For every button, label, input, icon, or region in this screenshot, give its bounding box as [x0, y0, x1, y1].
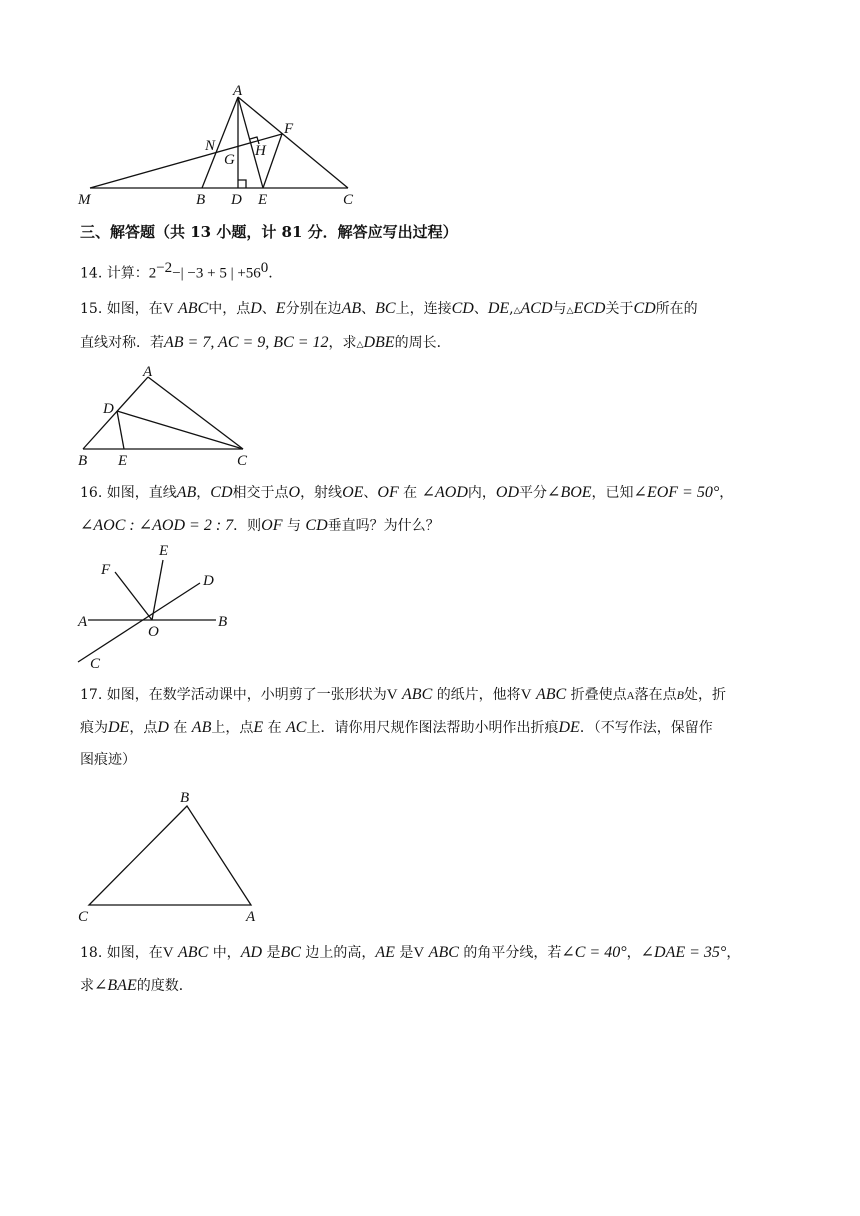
question-17-line3: 图痕迹）: [80, 752, 136, 768]
q15-text: 直线对称．若: [80, 335, 164, 351]
figure-q15-svg: [70, 360, 270, 470]
q15-cd: CD: [451, 300, 474, 317]
line-dc: [117, 411, 243, 449]
q17-text: 落在点: [634, 687, 677, 703]
figure-q15: [70, 360, 270, 470]
q18-text: 是: [266, 945, 281, 961]
q17-ab: AB: [191, 719, 212, 736]
q16-o: O: [288, 484, 301, 501]
q14-end: .: [268, 265, 273, 282]
q16-cd2: CD: [305, 517, 328, 534]
question-16-line1: [80, 483, 733, 503]
q15-cd2: CD: [633, 300, 656, 317]
figure-top-svg: [70, 80, 390, 210]
label-e: E: [159, 543, 169, 559]
q15-comma: ,: [509, 301, 514, 317]
line-cd: [78, 583, 200, 662]
q15-dbe: DBE: [363, 334, 395, 351]
label-g: G: [224, 152, 235, 168]
q17-number: 17.: [80, 687, 103, 703]
q16-text: ．则: [233, 518, 262, 534]
q16-text: 平分: [519, 485, 548, 501]
label-d: D: [231, 192, 242, 208]
q15-text: 所在的: [655, 301, 698, 317]
q15-sep: 、: [361, 301, 376, 317]
q18-abc: ABC: [178, 944, 209, 961]
label-a: A: [233, 83, 243, 99]
label-e: E: [118, 453, 128, 469]
q15-number: 15.: [80, 301, 103, 317]
q16-text: 内，: [467, 485, 496, 501]
ray-of: [115, 572, 152, 620]
q15-given: AB = 7, AC = 9, BC = 12: [164, 334, 329, 351]
q17-d: D: [157, 719, 169, 736]
right-angle-d: [238, 180, 246, 188]
q17-text: 在: [267, 720, 282, 736]
label-c: C: [343, 192, 354, 208]
q17-text: 上．请你用尺规作图法帮助小明作出折痕: [306, 720, 559, 736]
line-de: [117, 411, 124, 449]
q15-acd: ACD: [520, 300, 553, 317]
q16-text: 垂直吗？为什么？: [327, 518, 440, 534]
question-14: [80, 258, 273, 284]
q15-abc: ABC: [178, 300, 209, 317]
q15-e: E: [275, 300, 286, 317]
section-title: 三、解答题（共 13 小题，计 81 分．解答应写出过程）: [80, 223, 458, 241]
line-fe: [263, 134, 282, 188]
q14-exp0: 0: [260, 260, 269, 276]
label-a: A: [246, 909, 256, 925]
q15-tri2: △: [513, 306, 521, 316]
q18-text: 的度数．: [136, 978, 193, 994]
label-m: M: [78, 192, 91, 208]
q18-text: ，: [626, 945, 641, 961]
q15-text: 上，连接: [395, 301, 452, 317]
q15-tri-symbol: V: [162, 301, 174, 317]
q15-text: 中，点: [208, 301, 251, 317]
line-ac: [148, 377, 243, 449]
label-d: D: [103, 401, 114, 417]
q16-boe: ∠BOE: [547, 484, 592, 501]
q18-text: 的角平分线，若: [463, 945, 562, 961]
q16-text: 与: [286, 518, 301, 534]
q18-tri-symbol: V: [162, 945, 174, 961]
q18-text: 是: [399, 945, 414, 961]
q15-text: 的周长．: [394, 335, 451, 351]
q18-bc: BC: [280, 944, 301, 961]
q14-base: 2: [148, 265, 157, 282]
q17-text: 上，点: [211, 720, 254, 736]
q17-text: 的纸片，他将: [436, 687, 521, 703]
q17-de: DE: [108, 719, 130, 736]
q17-ac: AC: [286, 719, 307, 736]
q16-of: OF: [377, 484, 399, 501]
label-c: C: [90, 656, 101, 672]
figure-q16: [70, 540, 250, 670]
triangle-abc: [89, 806, 251, 905]
q14-rest: −| −3 + 5 | +56: [172, 265, 261, 282]
q15-text: 如图，在: [106, 301, 163, 317]
question-17-line2: [80, 718, 713, 738]
line-mf: [90, 134, 282, 188]
q17-a: A: [626, 690, 635, 702]
label-f: F: [101, 562, 111, 578]
q15-de: DE: [487, 300, 510, 317]
label-o: O: [148, 624, 159, 640]
q18-ad: AD: [240, 944, 263, 961]
q14-text: 计算：: [106, 265, 149, 282]
q15-sep: 、: [473, 301, 488, 317]
question-18-line1: [80, 943, 740, 963]
q15-text: ，求: [328, 335, 357, 351]
q17-e: E: [253, 719, 264, 736]
q18-text: 边上的高，: [305, 945, 376, 961]
question-16-line2: [80, 516, 440, 536]
q15-tri2: △: [566, 306, 574, 316]
q14-exp: −2: [156, 260, 173, 276]
q18-angle-bae: ∠BAE: [94, 977, 137, 994]
label-b: B: [196, 192, 206, 208]
q16-number: 16.: [80, 485, 103, 501]
question-17-line1: [80, 685, 726, 706]
question-15-line1: [80, 299, 698, 321]
q17-de2: DE: [558, 719, 580, 736]
q16-text: 在: [403, 485, 418, 501]
q18-angle-c: ∠C = 40°: [561, 944, 627, 961]
q15-text: 关于: [605, 301, 634, 317]
q17-abc2: ABC: [535, 686, 567, 703]
q15-sep: 、: [261, 301, 276, 317]
q17-abc: ABC: [402, 686, 433, 703]
label-c: C: [237, 453, 248, 469]
label-a: A: [78, 614, 88, 630]
q16-oe: OE: [342, 484, 364, 501]
q17-text: 处，折: [683, 687, 726, 703]
q16-text: ，: [719, 485, 734, 501]
label-b: B: [218, 614, 228, 630]
q18-text: 中，: [212, 945, 241, 961]
q15-ab: AB: [341, 300, 362, 317]
q16-aod: ∠AOD: [421, 484, 468, 501]
q18-number: 18.: [80, 945, 103, 961]
q17-b: B: [676, 688, 684, 702]
q17-text: 如图，在数学活动课中，小明剪了一张形状为: [106, 687, 387, 703]
q18-tri-symbol: V: [413, 945, 425, 961]
q15-text: 分别在边: [285, 301, 342, 317]
q15-text: 与: [552, 301, 567, 317]
q16-of2: OF: [261, 517, 283, 534]
label-h: H: [255, 143, 266, 159]
figure-q17-svg: [70, 785, 280, 925]
question-15-line2: [80, 333, 451, 355]
q16-od: OD: [495, 484, 520, 501]
label-b: B: [180, 790, 190, 806]
figure-top-triangle: [70, 80, 390, 210]
q16-text: 如图，直线: [106, 485, 177, 501]
q18-ae: AE: [375, 944, 395, 961]
label-d: D: [203, 573, 214, 589]
q16-text: ，: [196, 485, 211, 501]
q17-tri-symbol: V: [386, 687, 398, 703]
label-n: N: [205, 138, 216, 154]
q17-text: 折叠使点: [570, 687, 627, 703]
q16-text: 相交于点: [232, 485, 289, 501]
q16-ratio: ∠AOC : ∠AOD = 2 : 7: [80, 517, 234, 534]
q15-ecd: ECD: [573, 300, 606, 317]
label-e: E: [258, 192, 268, 208]
q17-text: 在: [173, 720, 188, 736]
q17-text: ．（不写作法，保留作: [579, 720, 713, 736]
label-b: B: [78, 453, 88, 469]
q16-text: ，已知: [591, 485, 634, 501]
question-18-line2: [80, 976, 193, 996]
label-a: A: [143, 364, 153, 380]
q18-angle-dae: ∠DAE = 35°: [640, 944, 727, 961]
q17-text: ，点: [129, 720, 158, 736]
q17-text: 痕为: [80, 720, 108, 736]
figure-q17: [70, 785, 280, 925]
q15-tri2: △: [356, 340, 364, 350]
q16-cd: CD: [210, 484, 233, 501]
q15-d: D: [250, 300, 262, 317]
q18-text: ，: [726, 945, 741, 961]
q16-text: 、: [363, 485, 378, 501]
q15-bc: BC: [375, 300, 396, 317]
q14-number: 14.: [80, 265, 103, 282]
label-f: F: [284, 121, 294, 137]
line-ab: [83, 377, 148, 449]
figure-q16-svg: [70, 540, 250, 670]
q16-text: ，射线: [300, 485, 343, 501]
label-c: C: [78, 909, 89, 925]
q16-ab: AB: [176, 484, 197, 501]
q18-abc2: ABC: [428, 944, 459, 961]
q17-tri-symbol: V: [520, 687, 532, 703]
q18-text: 求: [80, 978, 94, 994]
q18-text: 如图，在: [106, 945, 163, 961]
q16-eof: ∠EOF = 50°: [633, 484, 720, 501]
